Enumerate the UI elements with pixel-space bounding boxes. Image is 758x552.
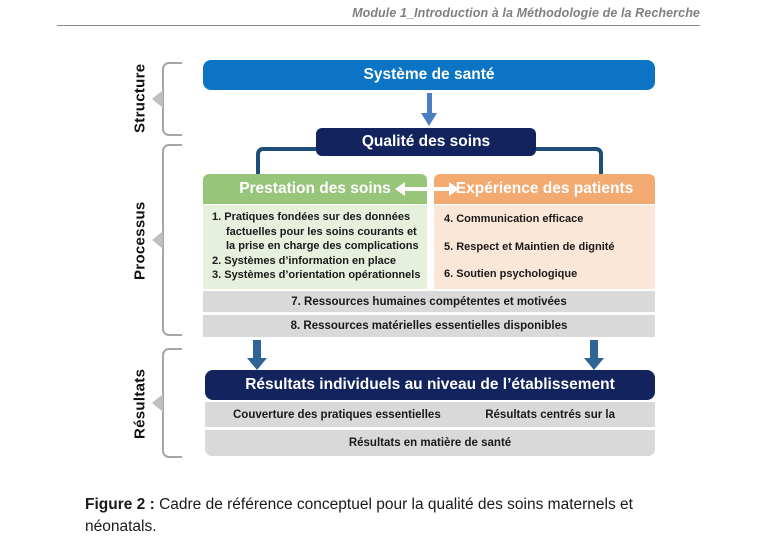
experience-item-4: 4. Communication efficace <box>444 213 584 225</box>
resources-bar-8: 8. Ressources matérielles essentielles disponibles <box>203 315 655 337</box>
figure-caption-text: Cadre de référence conceptuel pour la qualité des soins maternels et néonatals. <box>85 496 633 536</box>
outcomes-bar-top <box>205 402 655 427</box>
structure-pointer-icon <box>152 90 163 108</box>
double-arrow-right-head-icon <box>449 182 459 196</box>
experience-panel <box>434 205 655 289</box>
provision-item-1: 1. Pratiques fondées sur des données factuelles pour les soins courants et la prise en charge des complications <box>212 211 419 253</box>
processus-bracket <box>162 144 182 336</box>
structure-bracket <box>162 62 182 136</box>
outcome-health-label: Résultats en matière de santé <box>348 437 512 449</box>
provision-panel <box>203 205 427 289</box>
running-header-title: Module 1_Introduction à la Méthodologie de la Recherche <box>352 6 700 20</box>
resources-bar-7: 7. Ressources humaines compétentes et motivées <box>203 291 655 312</box>
provision-item-2: 2. Systèmes d’information en place <box>212 254 397 267</box>
left-down-arrowhead-icon <box>247 358 267 370</box>
double-arrow-left-head-icon <box>395 182 405 196</box>
outcomes-bar-bottom <box>205 430 655 456</box>
down-arrowhead-icon <box>421 113 437 126</box>
quality-box: Qualité des soins <box>316 128 536 156</box>
side-label-processus: Processus <box>131 201 149 281</box>
side-label-resultats: Résultats <box>131 368 149 440</box>
header-divider-line <box>57 25 700 26</box>
left-down-arrow-icon <box>253 340 261 359</box>
down-arrow-icon <box>427 93 432 114</box>
experience-item-5: 5. Respect et Maintien de dignité <box>444 240 615 253</box>
figure-caption <box>85 494 687 539</box>
figure-caption-label: Figure 2 : <box>85 496 155 513</box>
right-down-arrow-icon <box>590 340 598 359</box>
outcome-centered-label: Résultats centrés sur la <box>485 408 615 421</box>
experience-item-6: 6. Soutien psychologique <box>444 268 578 281</box>
right-down-arrowhead-icon <box>584 358 604 370</box>
outcome-coverage-label: Couverture des pratiques essentielles <box>233 408 441 421</box>
results-box: Résultats individuels au niveau de l’établissement <box>205 370 655 400</box>
side-label-structure: Structure <box>131 63 149 133</box>
resultats-pointer-icon <box>152 394 163 412</box>
provision-item-3: 3. Systèmes d’orientation opérationnels <box>212 269 421 282</box>
provision-header: Prestation des soins <box>203 174 427 204</box>
experience-header: Expérience des patients <box>434 174 655 204</box>
double-arrow-icon <box>403 187 451 191</box>
resultats-bracket <box>162 348 182 458</box>
processus-pointer-icon <box>152 231 163 249</box>
system-box: Système de santé <box>203 60 655 90</box>
